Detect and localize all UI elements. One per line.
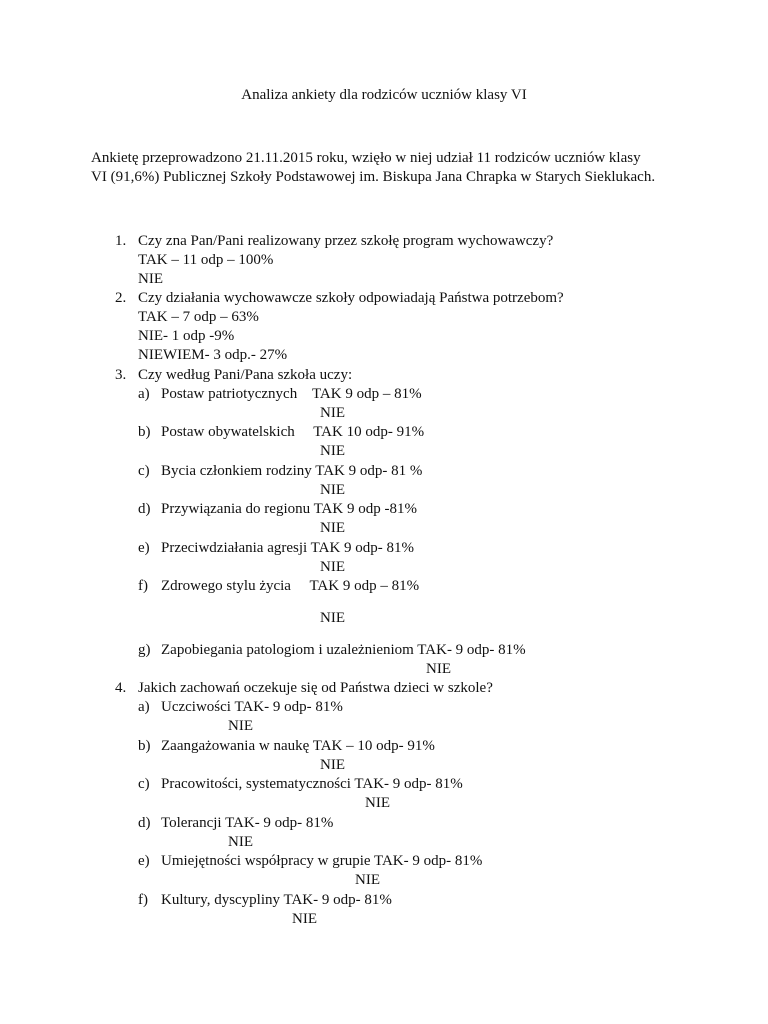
- q2-question: Czy działania wychowawcze szkoły odpowiadają Państwa potrzebom?: [138, 290, 564, 306]
- q1-question: Czy zna Pan/Pani realizowany przez szkołę program wychowawczy?: [138, 233, 554, 249]
- q4-item-a-text: Uczciwości TAK- 9 odp- 81%: [161, 699, 343, 715]
- q4-question: Jakich zachowań oczekuje się od Państwa dzieci w szkole?: [138, 680, 493, 696]
- q3-item-e-text: Przeciwdziałania agresji TAK 9 odp- 81%: [161, 540, 415, 556]
- q3-item-e-nie: NIE: [320, 559, 345, 575]
- q2-number: 2.: [115, 290, 127, 306]
- q4-item-c-letter: c): [138, 776, 150, 792]
- q4-item-b-nie: NIE: [320, 757, 345, 773]
- q4-item-e-letter: e): [138, 853, 150, 869]
- q3-number: 3.: [115, 367, 127, 383]
- q4-item-b-text: Zaangażowania w naukę TAK – 10 odp- 91%: [161, 738, 435, 754]
- q1-number: 1.: [115, 233, 127, 249]
- q3-item-f-text: Zdrowego stylu życia TAK 9 odp – 81%: [161, 578, 420, 594]
- intro-line-1: Ankietę przeprowadzono 21.11.2015 roku, wzięło w niej udział 11 rodziców uczniów klasy: [91, 150, 641, 166]
- q3-item-e-letter: e): [138, 540, 150, 556]
- q4-item-e-text: Umiejętności współpracy w grupie TAK- 9 odp- 81%: [161, 853, 483, 869]
- q4-number: 4.: [115, 680, 127, 696]
- q4-item-d-letter: d): [138, 815, 151, 831]
- q3-item-b-nie: NIE: [320, 443, 345, 459]
- q4-item-c-nie: NIE: [365, 795, 390, 811]
- q4-item-f-nie: NIE: [292, 911, 317, 927]
- q1-answer-nie: NIE: [138, 271, 163, 287]
- q3-item-f-letter: f): [138, 578, 148, 594]
- q3-item-f-nie: NIE: [320, 610, 345, 626]
- q3-item-d-letter: d): [138, 501, 151, 517]
- q3-item-d-nie: NIE: [320, 520, 345, 536]
- q2-answer-nie: NIE- 1 odp -9%: [138, 328, 235, 344]
- q3-item-a-nie: NIE: [320, 405, 345, 421]
- q3-item-c-nie: NIE: [320, 482, 345, 498]
- q3-item-c-text: Bycia członkiem rodziny TAK 9 odp- 81 %: [161, 463, 423, 479]
- q3-item-b-text: Postaw obywatelskich TAK 10 odp- 91%: [161, 424, 425, 440]
- q1-answer-tak: TAK – 11 odp – 100%: [138, 252, 274, 268]
- q3-item-b-letter: b): [138, 424, 151, 440]
- q4-item-c-text: Pracowitości, systematyczności TAK- 9 odp- 81%: [161, 776, 463, 792]
- q4-item-d-nie: NIE: [228, 834, 253, 850]
- q3-item-a-text: Postaw patriotycznych TAK 9 odp – 81%: [161, 386, 422, 402]
- q4-item-f-text: Kultury, dyscypliny TAK- 9 odp- 81%: [161, 892, 392, 908]
- q2-answer-tak: TAK – 7 odp – 63%: [138, 309, 259, 325]
- q3-question: Czy według Pani/Pana szkoła uczy:: [138, 367, 353, 383]
- intro-line-2: VI (91,6%) Publicznej Szkoły Podstawowej im. Biskupa Jana Chrapka w Starych Sieklukach.: [91, 169, 656, 185]
- q4-item-f-letter: f): [138, 892, 148, 908]
- q4-item-d-text: Tolerancji TAK- 9 odp- 81%: [161, 815, 334, 831]
- q3-item-a-letter: a): [138, 386, 150, 402]
- q4-item-a-nie: NIE: [228, 718, 253, 734]
- q4-item-a-letter: a): [138, 699, 150, 715]
- q4-item-e-nie: NIE: [355, 872, 380, 888]
- q3-item-d-text: Przywiązania do regionu TAK 9 odp -81%: [161, 501, 417, 517]
- q3-item-g-text: Zapobiegania patologiom i uzależnieniom TAK- 9 odp- 81%: [161, 642, 526, 658]
- q4-item-b-letter: b): [138, 738, 151, 754]
- q2-answer-niewiem: NIEWIEM- 3 odp.- 27%: [138, 347, 288, 363]
- q3-item-g-letter: g): [138, 642, 151, 658]
- page-title: Analiza ankiety dla rodziców uczniów klasy VI: [241, 87, 527, 103]
- q3-item-g-nie: NIE: [426, 661, 451, 677]
- q3-item-c-letter: c): [138, 463, 150, 479]
